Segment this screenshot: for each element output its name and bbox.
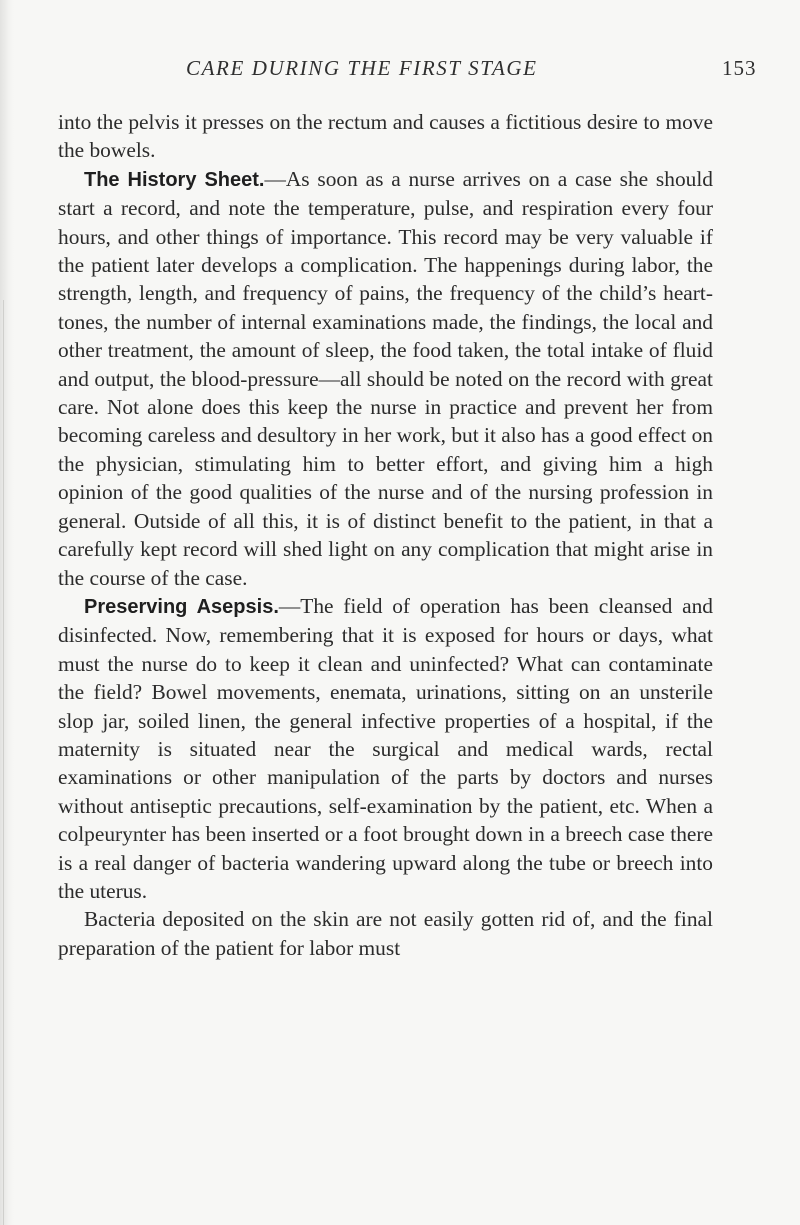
running-head: CARE DURING THE FIRST STAGE <box>186 56 538 80</box>
paragraph-continuation: into the pelvis it presses on the rectum and causes a fictitious desire to move the bowels. <box>58 110 713 163</box>
page-number: 153 <box>722 56 757 80</box>
paragraph-history-sheet <box>58 165 713 592</box>
body-text <box>58 108 713 962</box>
page-edge-line <box>3 300 4 1225</box>
paragraph-history-sheet-text: —As soon as a nurse arrives on a case she should start a record, and note the temperature, pulse, and respiration every four hours, and other things of importance. This record may be very valuable if the patient later develops a complication. The happenings during labor, the strength, length, and frequency of pains, the frequency of the child’s heart-tones, the number of internal examinations made, the findings, the local and other treatment, the amount of sleep, the food taken, the total intake of fluid and output, the blood-pressure—all should be noted on the record with great care. Not alone does this keep the nurse in practice and prevent her from becoming careless and desultory in her work, but it also has a good effect on the physician, stimulating him to better effort, and giving him a high opinion of the good qualities of the nurse and of the nursing profession in general. Outside of all this, it is of distinct benefit to the patient, in that a carefully kept record will shed light on any complication that might arise in the course of the case. <box>58 166 713 590</box>
run-in-heading-preserving-asepsis: Preserving Asepsis. <box>84 595 279 618</box>
paragraph-preserving-asepsis <box>58 592 713 905</box>
paragraph-bacteria: Bacteria deposited on the skin are not easily gotten rid of, and the final preparation of the patient for labor must <box>58 907 713 960</box>
run-in-heading-history-sheet: The History Sheet. <box>84 168 265 191</box>
paragraph-preserving-asepsis-text: —The field of operation has been cleansed and disinfected. Now, remembering that it is exposed for hours or days, what must the nurse do to keep it clean and uninfected? What can contaminate the field? Bowel movements, enemata, urinations, sitting on an unsterile slop jar, soiled linen, the general infective properties of a hospital, if the maternity is situated near the surgical and medical wards, rectal examinations or other manipulation of the parts by doctors and nurses without antiseptic precautions, self-examination by the patient, etc. When a colpeurynter has been inserted or a foot brought down in a breech case there is a real danger of bacteria wandering upward along the tube or breech into the uterus. <box>58 593 713 903</box>
